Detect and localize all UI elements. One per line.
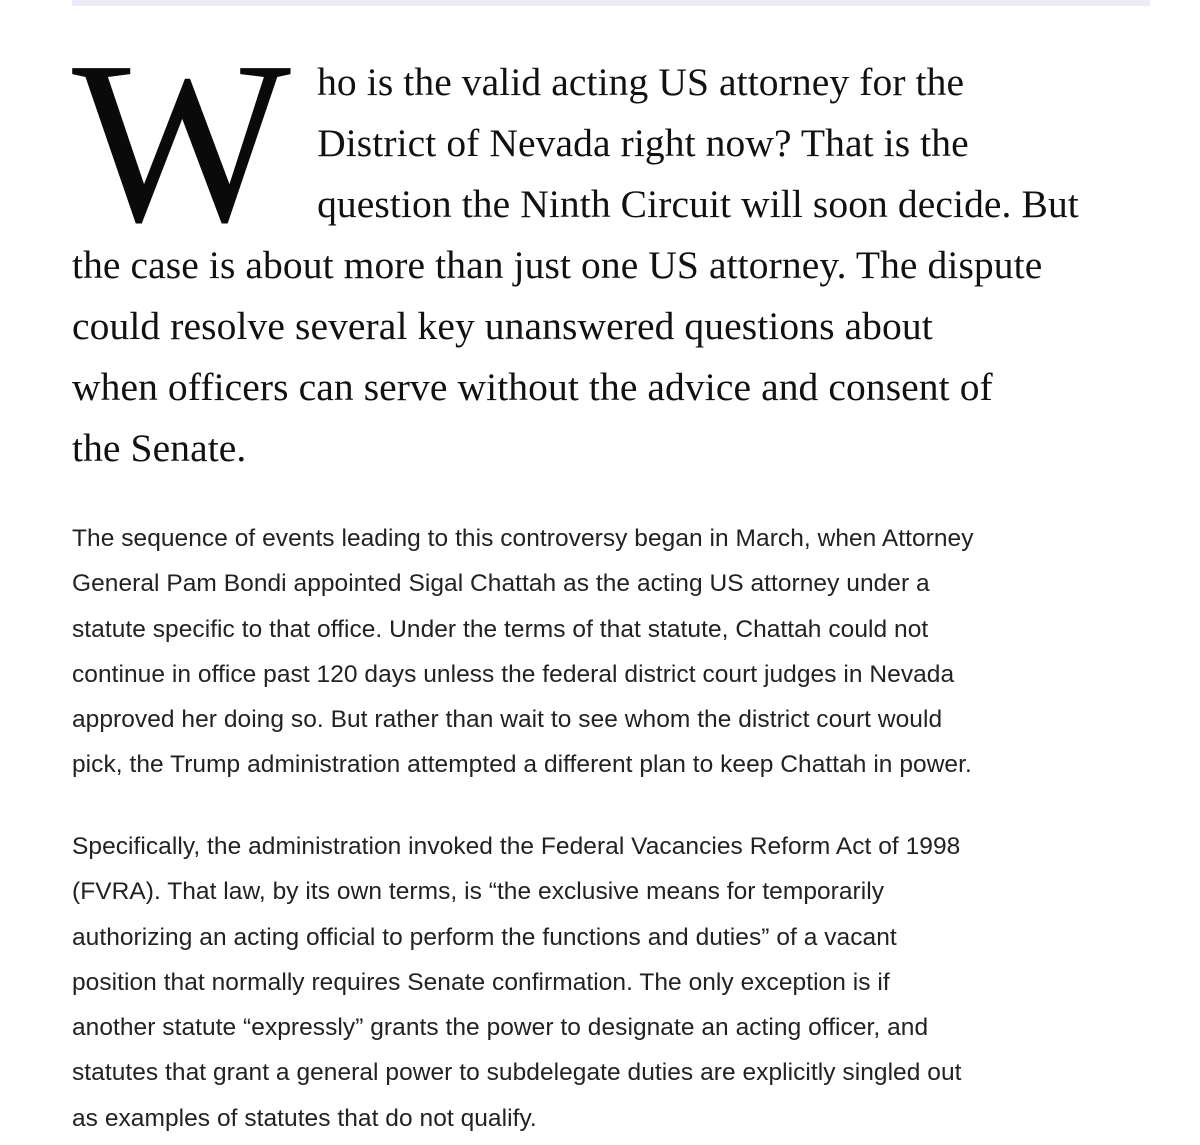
paragraph-line: pick, the Trump administration attempted a different plan to keep Chattah in power. <box>72 751 972 779</box>
lede-line: the Senate. <box>72 426 247 470</box>
lede-line: ho is the valid acting US attorney for the <box>317 60 965 104</box>
paragraph-line: another statute “expressly” grants the power to designate an acting officer, and <box>72 1014 929 1042</box>
body-paragraph <box>72 824 961 1141</box>
paragraph-line: as examples of statutes that do not qualify. <box>72 1104 537 1132</box>
top-divider-bar <box>72 0 1150 6</box>
article-body <box>72 14 1152 1132</box>
lede-line: question the Ninth Circuit will soon decide. But <box>317 182 1079 226</box>
body-paragraph <box>72 516 974 788</box>
paragraph-line: continue in office past 120 days unless the federal district court judges in Nevada <box>72 660 955 688</box>
paragraph-line: authorizing an acting official to perform the functions and duties” of a vacant <box>72 923 897 951</box>
lede-line: when officers can serve without the advice and consent of <box>72 365 993 409</box>
drop-cap: W <box>72 14 292 271</box>
paragraph-line: statute specific to that office. Under the terms of that statute, Chattah could not <box>72 615 929 643</box>
paragraph-line: statutes that grant a general power to subdelegate duties are explicitly singled out <box>72 1059 962 1087</box>
paragraph-line: Specifically, the administration invoked the Federal Vacancies Reform Act of 1998 <box>72 833 961 860</box>
paragraph-line: position that normally requires Senate confirmation. The only exception is if <box>72 968 890 996</box>
paragraph-line: approved her doing so. But rather than wait to see whom the district court would <box>72 706 943 734</box>
paragraph-line: General Pam Bondi appointed Sigal Chattah as the acting US attorney under a <box>72 570 930 598</box>
lede-line: the case is about more than just one US attorney. The dispute <box>72 243 1043 287</box>
lede-paragraph <box>72 14 1152 479</box>
lede-line: could resolve several key unanswered questions about <box>72 304 933 348</box>
paragraph-line: (FVRA). That law, by its own terms, is “the exclusive means for temporarily <box>72 878 885 906</box>
lede-line: District of Nevada right now? That is the <box>317 121 969 165</box>
paragraph-line: The sequence of events leading to this controversy began in March, when Attorney <box>72 525 974 552</box>
